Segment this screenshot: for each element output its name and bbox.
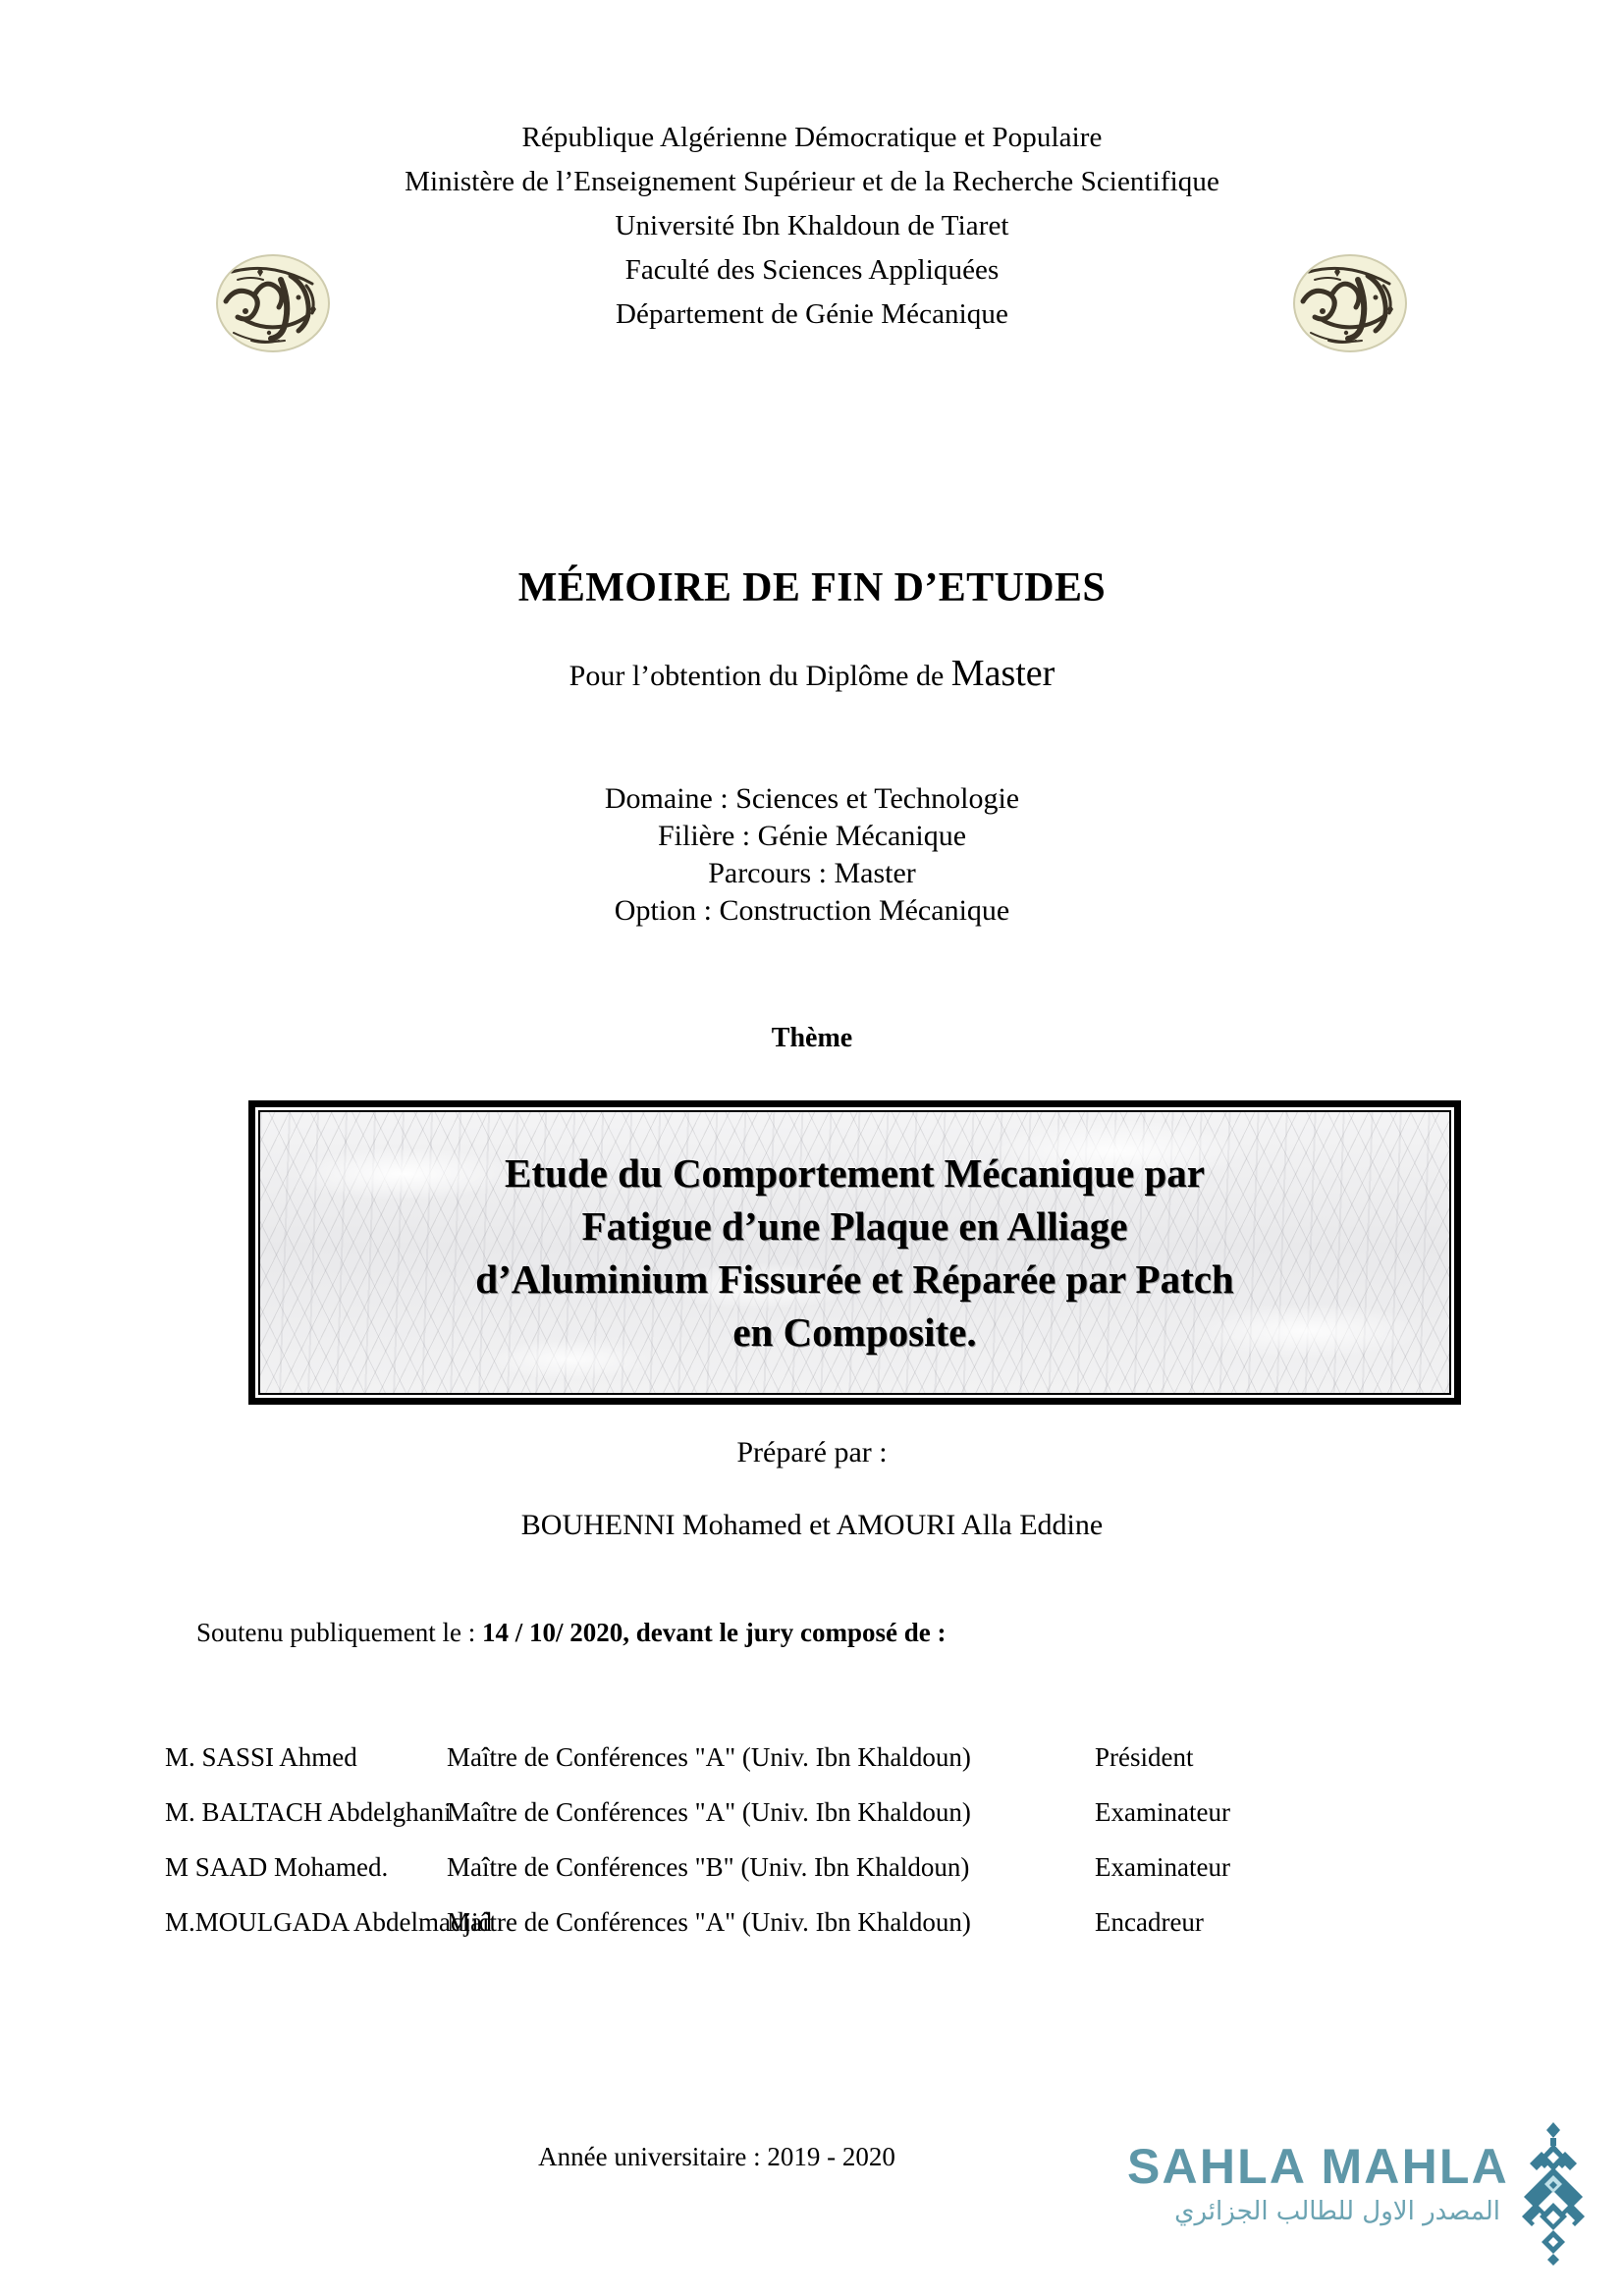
jury-member-name: M. BALTACH Abdelghani bbox=[165, 1797, 452, 1827]
prepared-by-label: Préparé par : bbox=[736, 1436, 888, 1468]
header-line-university: Université Ibn Khaldoun de Tiaret bbox=[615, 210, 1009, 241]
thesis-title-line-2: Fatigue d’une Plaque en Alliage bbox=[581, 1203, 1128, 1249]
defense-suffix: , devant le jury composé de : bbox=[623, 1618, 947, 1647]
sahla-mahla-arabic-tagline: المصدر الاول للطالب الجزائري bbox=[1174, 2197, 1500, 2226]
authors-names: BOUHENNI Mohamed et AMOURI Alla Eddine bbox=[520, 1509, 1104, 1541]
jury-member-grade: Maître de Conférences "A" (Univ. Ibn Khaldoun) bbox=[447, 1742, 971, 1772]
jury-row bbox=[0, 1742, 1624, 1797]
thesis-title-line-1: Etude du Comportement Mécanique par bbox=[505, 1150, 1205, 1196]
header-line-department: Département de Génie Mécanique bbox=[616, 298, 1008, 330]
jury-member-role: Président bbox=[1095, 1742, 1194, 1772]
program-domaine: Domaine : Sciences et Technologie bbox=[604, 782, 1020, 815]
jury-member-grade: Maître de Conférences "B" (Univ. Ibn Khaldoun) bbox=[447, 1852, 970, 1882]
degree-purpose-line bbox=[0, 652, 1624, 695]
program-option: Option : Construction Mécanique bbox=[614, 894, 1010, 927]
sahla-mahla-wordmark: SAHLA MAHLA bbox=[1127, 2139, 1509, 2194]
theme-title-box bbox=[248, 1100, 1461, 1405]
jury-member-role: Examinateur bbox=[1095, 1852, 1230, 1882]
university-seal-icon-left bbox=[212, 250, 334, 356]
jury-table bbox=[0, 1742, 1624, 1962]
jury-row bbox=[0, 1852, 1624, 1907]
jury-row bbox=[0, 1907, 1624, 1962]
degree-name: Master bbox=[950, 653, 1056, 694]
jury-row bbox=[0, 1797, 1624, 1852]
header-line-ministry: Ministère de l’Enseignement Supérieur et de la Recherche Scientifique bbox=[405, 166, 1219, 197]
jury-member-name: M SAAD Mohamed. bbox=[165, 1852, 389, 1882]
jury-member-name: M. SASSI Ahmed bbox=[165, 1742, 357, 1772]
program-filiere: Filière : Génie Mécanique bbox=[657, 820, 967, 852]
thesis-title bbox=[448, 1147, 1261, 1359]
theme-title-box-inner bbox=[258, 1110, 1451, 1395]
degree-purpose-prefix: Pour l’obtention du Diplôme de bbox=[568, 660, 951, 692]
thesis-title-line-3: d’Aluminium Fissurée et Réparée par Patch bbox=[475, 1256, 1234, 1302]
academic-year: Année universitaire : 2019 - 2020 bbox=[538, 2142, 895, 2171]
defense-statement bbox=[196, 1618, 946, 1648]
header-line-faculty: Faculté des Sciences Appliquées bbox=[624, 254, 1000, 286]
jury-member-grade: Maître de Conférences "A" (Univ. Ibn Khaldoun) bbox=[447, 1907, 971, 1937]
sahla-mahla-watermark bbox=[1127, 2128, 1608, 2266]
berber-diamond-ornament-icon bbox=[1506, 2120, 1600, 2266]
university-seal-icon-right bbox=[1289, 250, 1411, 356]
program-parcours: Parcours : Master bbox=[708, 857, 916, 889]
program-details bbox=[0, 780, 1624, 930]
jury-member-grade: Maître de Conférences "A" (Univ. Ibn Khaldoun) bbox=[447, 1797, 971, 1827]
header-line-republic: République Algérienne Démocratique et Populaire bbox=[521, 122, 1103, 153]
jury-member-role: Examinateur bbox=[1095, 1797, 1230, 1827]
theme-label: Thème bbox=[771, 1023, 853, 1053]
jury-member-name: M.MOULGADA Abdelmadjid bbox=[165, 1907, 492, 1937]
jury-member-role: Encadreur bbox=[1095, 1907, 1204, 1937]
defense-prefix: Soutenu publiquement le : bbox=[196, 1618, 482, 1647]
document-type-title: MÉMOIRE DE FIN D’ETUDES bbox=[517, 565, 1107, 611]
defense-date: 14 / 10/ 2020 bbox=[481, 1618, 623, 1647]
thesis-title-line-4: en Composite. bbox=[732, 1309, 977, 1355]
